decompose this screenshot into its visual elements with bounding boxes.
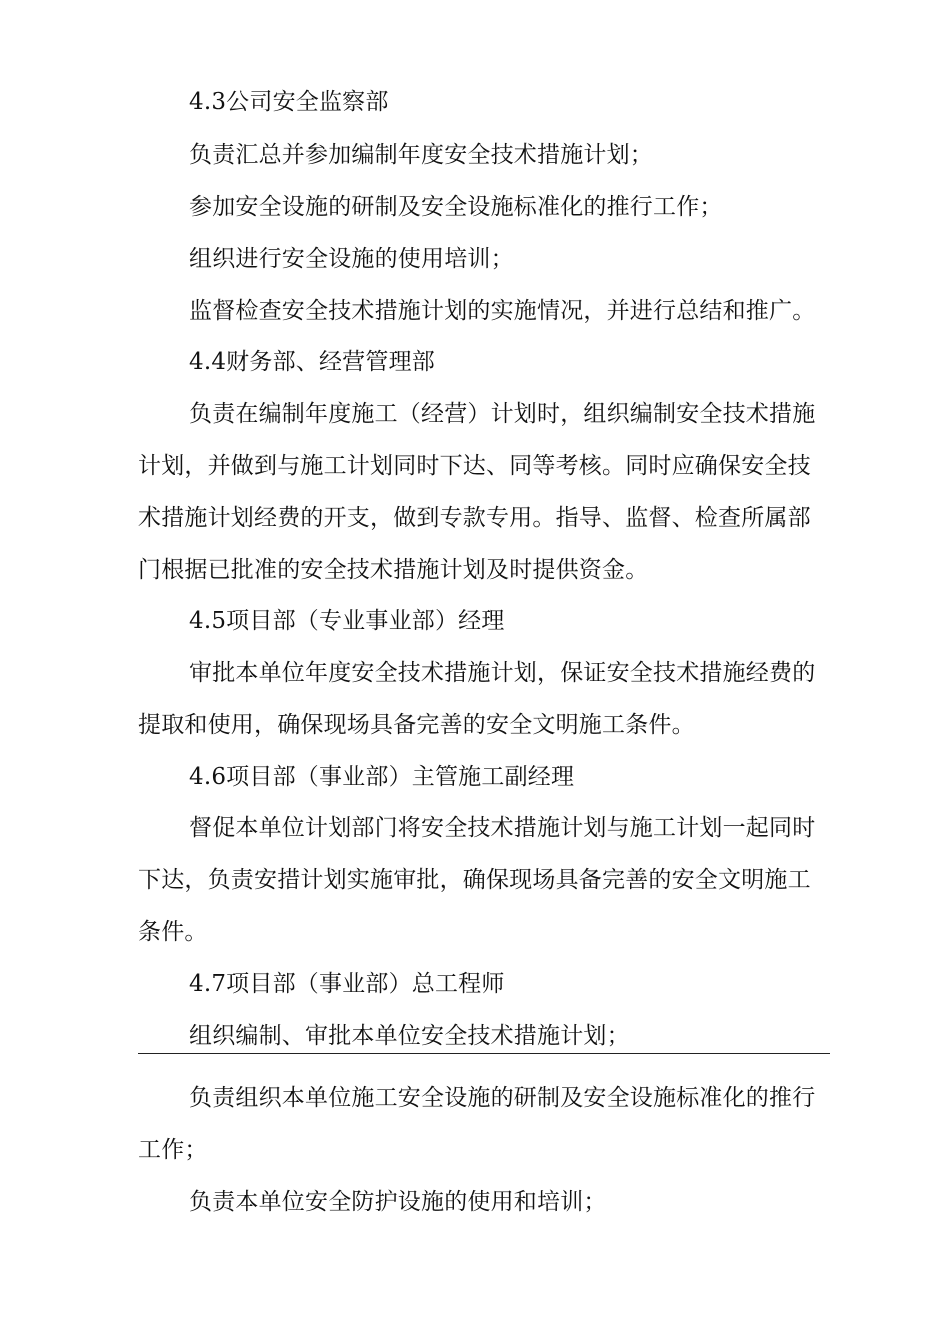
paragraph-line: 下达，负责安措计划实施审批，确保现场具备完善的安全文明施工 bbox=[138, 867, 811, 893]
paragraph-line: 门根据已批准的安全技术措施计划及时提供资金。 bbox=[138, 557, 649, 583]
paragraph-line: 条件。 bbox=[138, 919, 208, 945]
paragraph-line: 监督检查安全技术措施计划的实施情况，并进行总结和推广。 bbox=[189, 298, 816, 324]
paragraph-line: 术措施计划经费的开支，做到专款专用。指导、监督、检查所属部 bbox=[138, 505, 811, 531]
paragraph-line: 工作； bbox=[138, 1137, 208, 1163]
paragraph-line: 组织编制、审批本单位安全技术措施计划； bbox=[189, 1023, 630, 1049]
section-heading-4-4: 4.4财务部、经营管理部 bbox=[189, 349, 435, 375]
paragraph-line: 负责本单位安全防护设施的使用和培训； bbox=[189, 1189, 607, 1215]
paragraph-line: 计划，并做到与施工计划同时下达、同等考核。同时应确保安全技 bbox=[138, 453, 811, 479]
paragraph-line: 负责在编制年度施工（经营）计划时，组织编制安全技术措施 bbox=[189, 401, 816, 427]
section-heading-4-6: 4.6项目部（事业部）主管施工副经理 bbox=[189, 764, 575, 790]
section-heading-4-7: 4.7项目部（事业部）总工程师 bbox=[189, 971, 505, 997]
paragraph-line: 参加安全设施的研制及安全设施标准化的推行工作； bbox=[189, 194, 723, 220]
paragraph-line: 负责汇总并参加编制年度安全技术措施计划； bbox=[189, 142, 653, 168]
paragraph-line: 提取和使用，确保现场具备完善的安全文明施工条件。 bbox=[138, 712, 695, 738]
section-heading-4-3: 4.3公司安全监察部 bbox=[189, 89, 389, 115]
paragraph-line: 负责组织本单位施工安全设施的研制及安全设施标准化的推行 bbox=[189, 1085, 816, 1111]
paragraph-line: 组织进行安全设施的使用培训； bbox=[189, 246, 514, 272]
section-heading-4-5: 4.5项目部（专业事业部）经理 bbox=[189, 608, 505, 634]
page-separator-line bbox=[138, 1053, 830, 1054]
paragraph-line: 督促本单位计划部门将安全技术措施计划与施工计划一起同时 bbox=[189, 815, 816, 841]
paragraph-line: 审批本单位年度安全技术措施计划，保证安全技术措施经费的 bbox=[189, 660, 816, 686]
